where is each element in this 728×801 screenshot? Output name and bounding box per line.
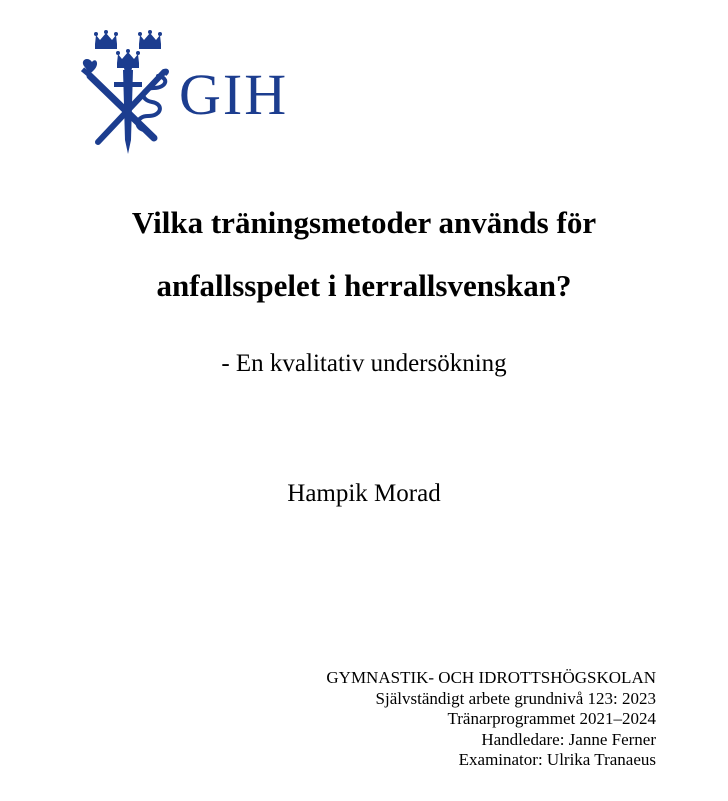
thesis-footer — [326, 668, 656, 771]
thesis-title-line-2: anfallsspelet i herrallsvenskan? — [156, 268, 572, 303]
crown-icon — [94, 30, 118, 49]
supervisor-info: Handledare: Janne Ferner — [481, 729, 656, 749]
institution-name: GYMNASTIK- OCH IDROTTSHÖGSKOLAN — [326, 668, 656, 687]
crown-icon — [138, 30, 162, 49]
gih-logo — [78, 30, 318, 160]
examiner-info: Examinator: Ulrika Tranaeus — [458, 750, 656, 769]
thesis-title-line-1: Vilka träningsmetoder används för — [131, 205, 597, 240]
author-name: Hampik Morad — [287, 480, 441, 507]
logo-text: GIH — [179, 62, 289, 127]
gih-emblem-icon — [78, 30, 178, 160]
thesis-subtitle: - En kvalitativ undersökning — [221, 350, 507, 377]
program-info: Tränarprogrammet 2021–2024 — [447, 709, 656, 728]
course-info: Självständigt arbete grundnivå 123: 2023 — [375, 688, 656, 708]
